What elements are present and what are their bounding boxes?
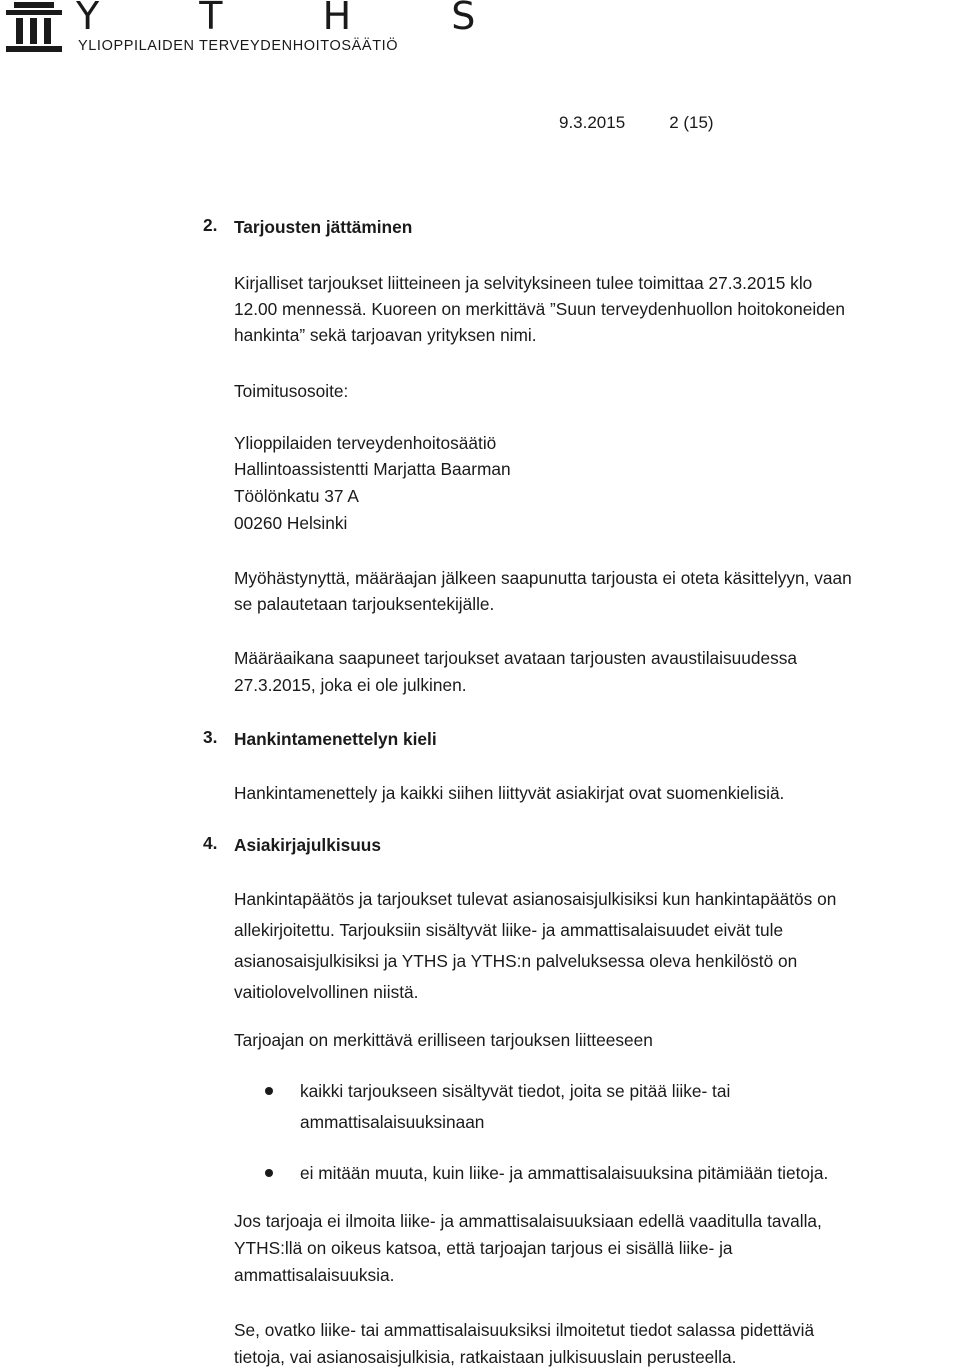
section-4-paragraph-3-line-3: ammattisalaisuuksia. [234, 1265, 395, 1285]
section-4-paragraph-1-line-1: Hankintapäätös ja tarjoukset tulevat asianosaisjulkisiksi kun hankintapäätös on [234, 889, 837, 909]
section-2-paragraph-1-line-1: Kirjalliset tarjoukset liitteineen ja selvityksineen tulee toimittaa 27.3.2015 klo [234, 273, 813, 293]
logo-letters: Y T H S [76, 0, 520, 38]
section-4-paragraph-1-line-4: vaitiolovelvollinen niistä. [234, 982, 419, 1002]
section-4-title: Asiakirjajulkisuus [234, 835, 381, 855]
section-2-paragraph-3-line-2: 27.3.2015, joka ei ole julkinen. [234, 675, 467, 695]
bullet-icon [265, 1169, 273, 1177]
section-2-paragraph-2-line-2: se palautetaan tarjouksentekijälle. [234, 594, 495, 614]
bullet-2-line-1: ei mitään muuta, kuin liike- ja ammattisalaisuuksina pitämiään tietoja. [300, 1163, 829, 1183]
section-4-paragraph-2: Tarjoajan on merkittävä erilliseen tarjouksen liitteeseen [234, 1030, 653, 1050]
address-line-2: Hallintoassistentti Marjatta Baarman [234, 459, 511, 479]
bullet-icon [265, 1087, 273, 1095]
section-4-paragraph-1-line-3: asianosaisjulkisiksi ja YTHS ja YTHS:n palveluksessa oleva henkilöstö on [234, 951, 798, 971]
yths-logo [0, 0, 520, 64]
section-2-number: 2. [203, 215, 218, 235]
section-2-paragraph-1-line-2: 12.00 mennessä. Kuoreen on merkittävä ”Suun terveydenhuollon hoitokoneiden [234, 299, 846, 319]
section-3-number: 3. [203, 727, 218, 747]
section-4-paragraph-3-line-1: Jos tarjoaja ei ilmoita liike- ja ammattisalaisuuksiaan edellä vaaditulla tavalla, [234, 1211, 822, 1231]
section-2-paragraph-2-line-1: Myöhästynyttä, määräajan jälkeen saapunutta tarjousta ei oteta käsittelyyn, vaan [234, 568, 852, 588]
section-4-paragraph-1-line-2: allekirjoitettu. Tarjouksiin sisältyvät liike- ja ammattisalaisuudet eivät tule [234, 920, 784, 940]
address-line-4: 00260 Helsinki [234, 513, 348, 533]
section-2-title: Tarjousten jättäminen [234, 217, 413, 237]
section-3-title: Hankintamenettelyn kieli [234, 729, 437, 749]
section-4-paragraph-4-line-1: Se, ovatko liike- tai ammattisalaisuuksiksi ilmoitetut tiedot salassa pidettäviä [234, 1320, 815, 1340]
page-number: 2 (15) [669, 113, 714, 132]
section-4-number: 4. [203, 833, 218, 853]
address-label: Toimitusosoite: [234, 381, 349, 401]
document-date: 9.3.2015 [559, 113, 626, 132]
section-4-paragraph-4-line-2: tietoja, vai asianosaisjulkisia, ratkaistaan julkisuuslain perusteella. [234, 1347, 737, 1367]
column-emblem-icon [2, 0, 66, 60]
section-2-paragraph-3-line-1: Määräaikana saapuneet tarjoukset avataan tarjousten avaustilaisuudessa [234, 648, 797, 668]
logo-subtitle: YLIOPPILAIDEN TERVEYDENHOITOSÄÄTIÖ [78, 38, 399, 54]
bullet-1-line-2: ammattisalaisuuksinaan [300, 1112, 485, 1132]
document-meta [559, 113, 714, 133]
address-line-3: Töölönkatu 37 A [234, 486, 359, 506]
address-line-1: Ylioppilaiden terveydenhoitosäätiö [234, 433, 497, 453]
section-4-paragraph-3-line-2: YTHS:llä on oikeus katsoa, että tarjoajan tarjous ei sisällä liike- ja [234, 1238, 733, 1258]
bullet-1-line-1: kaikki tarjoukseen sisältyvät tiedot, joita se pitää liike- tai [300, 1081, 731, 1101]
section-2-paragraph-1-line-3: hankinta” sekä tarjoavan yrityksen nimi. [234, 325, 537, 345]
section-3-paragraph: Hankintamenettely ja kaikki siihen liittyvät asiakirjat ovat suomenkielisiä. [234, 783, 785, 803]
